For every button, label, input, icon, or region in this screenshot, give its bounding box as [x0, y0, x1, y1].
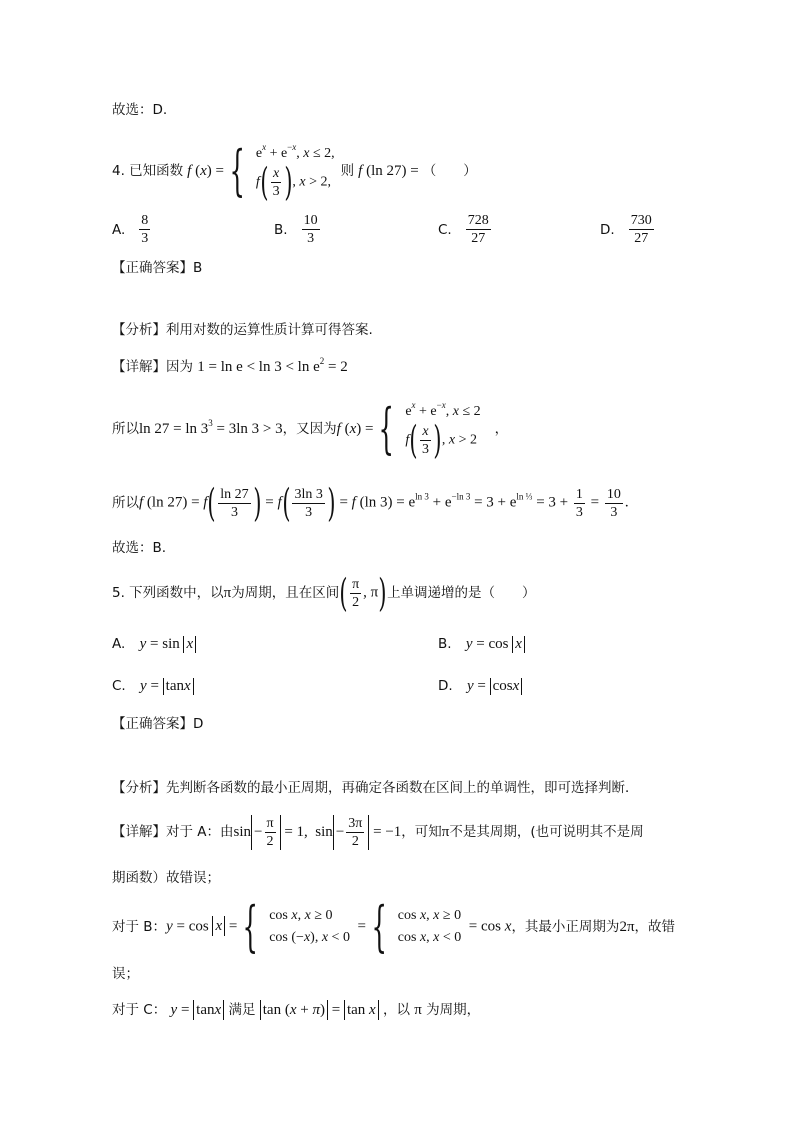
q4-answer: 【正确答案】B: [112, 260, 203, 276]
q5-option-b: B. y = cos x: [438, 636, 525, 653]
q4-detail-line2: 所以 $\ln 27 = \ln 3^3 = 3\ln$ 3 > 3 ，又因为 f (x) = { $e^x + e^{-x}$, x ≤ 2 f( $\frac{x}{3}$ ), x > 2 ，: [112, 397, 509, 462]
q4-choose: 故选：B.: [112, 540, 167, 556]
text-line: 故选：D.: [112, 102, 168, 118]
q4-then: 则: [340, 163, 355, 179]
q5-analysis: 【分析】先判断各函数的最小正周期，再确定各函数在区间上的单调性，即可选择判断．: [112, 780, 639, 796]
q5-option-c: C. y = tanx: [112, 678, 194, 695]
q4-detail-line3: 所以 f (ln 27) = f( $\frac{\ln 27}{3}$ ) = f( $\frac{3\ln 3}{3}$ ) = f (ln $3) = e^{ln 3} + e^{-ln 3} = 3 + e^{ln \frac{1}{3}} = 3$ + $\frac{1}{3}$ = $\frac{10}{3}$ .: [112, 481, 629, 525]
q4-function: f (x) = { $e^x + e^{-x}$, x ≤ 2, f( $\frac{x}{3}$ ), x > 2,: [187, 139, 335, 204]
q4-option-a: A. $\frac{8}{3}$: [112, 213, 149, 246]
q4-prefix: 4. 已知函数: [112, 163, 184, 179]
q5-option-d: D. y = cosx: [438, 678, 522, 695]
q4-analysis: 【分析】利用对数的运算性质计算可得答案.: [112, 322, 373, 338]
q4-blank: （ ）: [422, 163, 477, 179]
q4-expression: f (ln 27) =: [358, 163, 419, 179]
question-5: 5. 下列函数中，以 π 为周期，且在区间 ( $\frac{\pi}{2}$ , π) 上单调递增的是（ ）: [112, 571, 536, 615]
q4-option-b: B. $\frac{10}{3}$: [274, 213, 318, 246]
q5-answer: 【正确答案】D: [112, 716, 204, 732]
q5-detail-c: 对于 C： y = tanx 满足 tan (x + π) = tan x ，以 π 为周期，: [112, 1002, 481, 1018]
question-4: [112, 136, 477, 206]
q5-detail-b-cont: 误；: [112, 966, 139, 982]
q4-option-d: D. $\frac{730}{27}$: [600, 213, 652, 246]
q5-detail-b: 对于 B： y = cos x = { cos x, x ≥ 0 cos (−x), x < 0 = { cos x, x ≥ 0 cos x, x < 0 = cos x ，其最小正周期为 2π ，故错: [112, 895, 676, 958]
q5-option-a: A. y = sin x: [112, 636, 196, 653]
q4-option-c: C. $\frac{728}{27}$: [438, 213, 489, 246]
q4-detail: 【详解】因为 $1 = \ln e < \ln 3 < \ln e^2 = 2$: [112, 356, 348, 375]
q5-detail-cont: 期函数）故错误；: [112, 870, 220, 886]
q5-detail: 【详解】对于 A：由 sin − $\frac{\pi}{2}$ = 1, sin − $\frac{3\pi}{2}$ = −1 ，可知 π 不是其周期，(也可说明其不是周: [112, 815, 644, 849]
